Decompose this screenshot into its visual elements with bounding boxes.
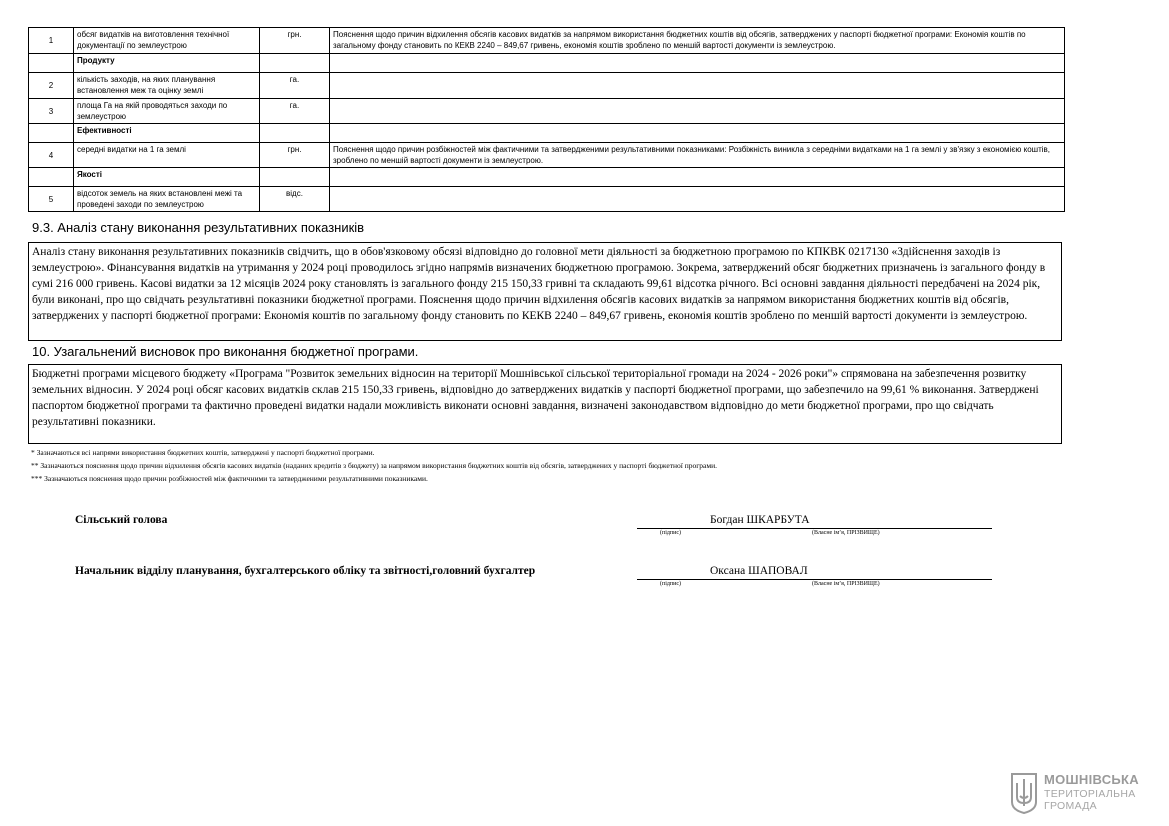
table-row [29,124,1065,143]
indicator-name: обсяг видатків на виготовлення технічної документації по землеустрою [74,28,260,54]
row-number [29,54,74,73]
section-9-3-text: Аналіз стану виконання результативних показників свідчить, що в обов'язковому обсязі відповідно до головної мети діяльності за бюджетною програмою по КПКВК 0217130 «Здійснення заходів із землеустрою». Фінансування видатків на утримання у 2024 році проводилось згідно напрямів визначених бюджетною програмою. Зокрема, затверджений обсяг бюджетних призначень із загального фонду в сумі 216 000 гривень. Касові видатки за 12 місяців 2024 року становлять із загального фонду 215 150,33 гривні та складають 99,61 відсотка річного. Всі основні завдання діяльності передбачені на 2024 рік, були виконані, про що свідчать результативні показники бюджетної програми. Пояснення щодо причин відхилення обсягів касових видатків за напрямом використання бюджетних коштів від обсягів, затверджених у паспорті бюджетної програми: Економія коштів по загальному фонду становить по КЕКВ 2240 – 849,67 гривень, економія коштів зроблено по меншій вартості документи із землеустрою. [28,242,1062,341]
footnote: * Зазначаються всі напрями використання бюджетних коштів, затверджені у паспорті бюджетної програми. [31,448,375,457]
indicator-unit: га. [260,73,330,99]
indicator-name: середні видатки на 1 га землі [74,143,260,168]
section-9-3-title: 9.3. Аналіз стану виконання результативних показників [32,220,365,235]
indicator-note [330,54,1065,73]
logo-line-3: ГРОМАДА [1044,800,1097,812]
signature-line [637,579,992,580]
indicator-note: Пояснення щодо причин розбіжностей між фактичними та затвердженими результативними показниками: Розбіжність виникла з середніми видатками на 1 га землі у зв'язку з економією коштів, зроблено по меншій вартості документи із землеустрою. [330,143,1065,168]
indicator-group-header: Якості [74,168,260,187]
row-number [29,168,74,187]
indicators-table [28,27,1065,212]
indicator-note [330,73,1065,99]
indicator-unit [260,124,330,143]
table-row [29,28,1065,54]
community-logo [1010,772,1160,816]
row-number [29,124,74,143]
row-number: 1 [29,28,74,54]
trident-emblem-icon [1010,772,1038,814]
logo-line-2: ТЕРИТОРІАЛЬНА [1044,788,1136,800]
logo-line-1: МОШНІВСЬКА [1044,772,1139,787]
indicator-unit: відс. [260,187,330,212]
section-10-text: Бюджетні програми місцевого бюджету «Програма "Розвиток земельних відносин на території Мошнівської сільської територіальної громади на 2024 - 2026 роки"» спрямована на забезпечення розвитку земельних відносин. У 2024 році обсяг касових видатків склав 215 150,33 гривень, відповідно до затверджених видатків у паспорті бюджетної програми, що забезпечило на 99,61 % виконання. Затверджені паспортом бюджетної програми та фактично проведені видатки надали можливість виконати основні завдання, визначені законодавством відповідно до мети бюджетної програми, про що свідчать результативні показники. [28,364,1062,444]
indicator-name: площа Га на якій проводяться заходи по землеустрою [74,99,260,124]
indicator-note [330,168,1065,187]
footnotes [31,446,717,485]
indicator-unit: грн. [260,28,330,54]
indicator-unit [260,168,330,187]
footnote: *** Зазначаються пояснення щодо причин розбіжностей між фактичними та затвердженими результативними показниками. [31,474,428,483]
indicator-name: відсоток земель на яких встановлені межі та проведені заходи по землеустрою [74,187,260,212]
indicator-note: Пояснення щодо причин відхилення обсягів касових видатків за напрямом використання бюджетних коштів від обсягів, затверджених у паспорті бюджетної програми: Економія коштів по загальному фонду становить по КЕКВ 2240 – 849,67 гривень, економія коштів зроблено по меншій вартості документи із землеустрою. [330,28,1065,54]
table-row [29,143,1065,168]
signature-line [637,528,992,529]
signature-name-accountant: Оксана ШАПОВАЛ [710,565,808,577]
signature-caption: (підпис) [660,581,682,587]
name-caption: (Власне ім’я, ПРІЗВИЩЕ) [812,530,880,536]
indicator-unit: га. [260,99,330,124]
row-number: 3 [29,99,74,124]
row-number: 5 [29,187,74,212]
indicator-unit [260,54,330,73]
signature-name-head: Богдан ШКАРБУТА [710,514,810,526]
indicator-name: кількість заходів, на яких планування встановлення меж та оцінку землі [74,73,260,99]
table-row [29,99,1065,124]
table-row [29,168,1065,187]
row-number: 2 [29,73,74,99]
indicator-group-header: Продукту [74,54,260,73]
section-10-title: 10. Узагальнений висновок про виконання бюджетної програми. [32,344,419,359]
indicator-unit: грн. [260,143,330,168]
signature-caption: (підпис) [660,530,682,536]
indicator-group-header: Ефективності [74,124,260,143]
table-row [29,73,1065,99]
row-number: 4 [29,143,74,168]
signature-position-head: Сільський голова [75,514,168,526]
indicator-note [330,187,1065,212]
indicator-note [330,124,1065,143]
table-row [29,187,1065,212]
name-caption: (Власне ім’я, ПРІЗВИЩЕ) [812,581,880,587]
table-row [29,54,1065,73]
footnote: ** Зазначаються пояснення щодо причин відхилення обсягів касових видатків (наданих кредитів з бюджету) за напрямом використання бюджетних коштів від обсягів, затверджених у паспорті бюджетної програми. [31,461,718,470]
signature-position-accountant: Начальник відділу планування, бухгалтерського обліку та звітності,головний бухгалтер [75,565,536,577]
indicator-note [330,99,1065,124]
